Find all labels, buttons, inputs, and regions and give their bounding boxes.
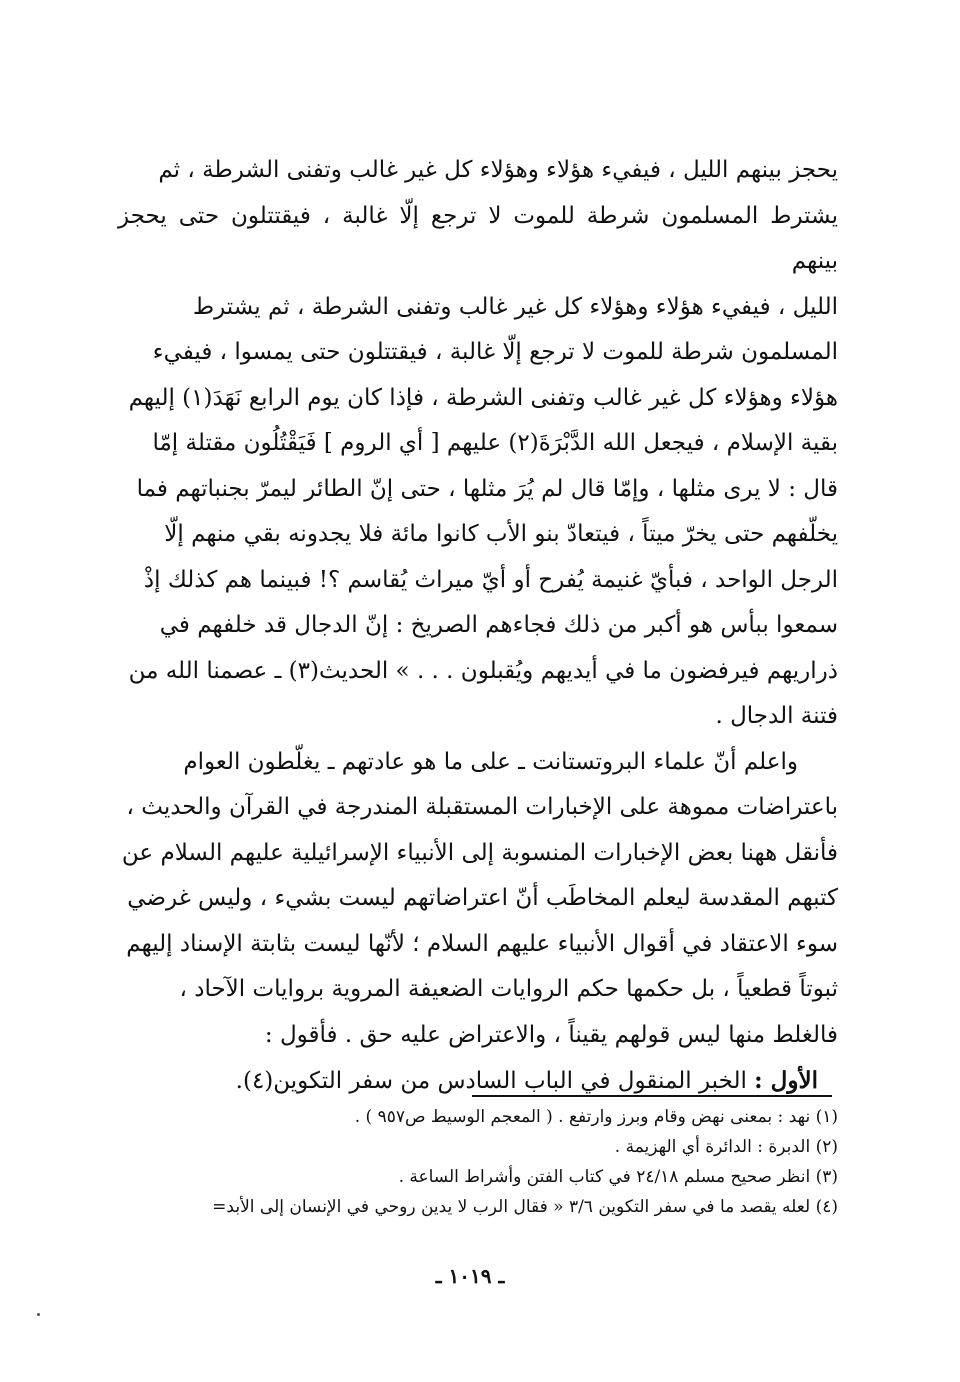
text-line: هؤلاء وهؤلاء كل غير غالب وتفنى الشرطة ، فإذا كان يوم الرابع نَهَدَ(١) إليهم [128, 384, 838, 411]
page-number: ـ ١٠١٩ ـ [435, 1264, 505, 1288]
paragraph-1 [118, 148, 838, 740]
section-heading [118, 1058, 838, 1105]
main-text [118, 148, 838, 1105]
text-line: كتبهم المقدسة ليعلم المخاطَب أنّ اعتراضاتهم ليست بشيء ، وليس غرضي [127, 885, 838, 911]
text-line: الليل ، فيفيء هؤلاء وهؤلاء كل غير غالب وتفنى الشرطة ، ثم يشترط [192, 293, 838, 320]
text-line: فالغلط منها ليس قولهم يقيناً ، والاعتراض عليه حق . فأقول : [264, 1021, 838, 1048]
text-line: فتنة الدجال . [715, 703, 838, 729]
text-line: سوء الاعتقاد في أقوال الأنبياء عليهم السلام ؛ لأنّها ليست بثابتة الإسناد إليهم [126, 930, 838, 957]
footnote-4: (٤) لعله يقصد ما في سفر التكوين ٣/٦ « فقال الرب لا يدين روحي في الإنسان إلى الأبد= [212, 1197, 838, 1217]
paragraph-2 [118, 740, 838, 1059]
text-line: يشترط المسلمون شرطة للموت لا ترجع إلّا غالبة ، فيقتتلون حتى يحجز بينهم [118, 202, 838, 274]
footnote-divider [472, 1095, 832, 1097]
text-line: ثبوتاً قطعياً ، بل حكمها حكم الروايات الضعيفة المروية بروايات الآحاد ، [179, 976, 838, 1002]
text-line: يحجز بينهم الليل ، فيفيء هؤلاء وهؤلاء كل غير غالب وتفنى الشرطة ، ثم [158, 157, 838, 183]
text-line: يخلّفهم حتى يخرّ ميتاً ، فيتعادّ بنو الأب كانوا مائة فلا يجدونه بقي منهم إلّا [164, 521, 838, 547]
heading-text: الخبر المنقول في الباب السادس من سفر التكوين(٤). [235, 1068, 747, 1094]
text-line: سمعوا ببأس هو أكبر من ذلك فجاءهم الصريخ : إنّ الدجال قد خلفهم في [159, 612, 838, 638]
text-line: فأنقل ههنا بعض الإخبارات المنسوبة إلى الأنبياء الإسرائيلية عليهم السلام عن [121, 839, 838, 866]
footnote-1: (١) نهد : بمعنى نهض وقام وبرز وارتفع . ( المعجم الوسيط ص٩٥٧ ) . [354, 1107, 838, 1127]
scan-speck [37, 1313, 40, 1316]
footnote-3: (٣) انظر صحيح مسلم ٢٤/١٨ في كتاب الفتن وأشراط الساعة . [398, 1167, 838, 1187]
text-line: قال : لا يرى مثلها ، وإمّا قال لم يُرَ مثلها ، حتى إنّ الطائر ليمرّ بجنباتهم فما [136, 475, 838, 502]
text-line: واعلم أنّ علماء البروتستانت ـ على ما هو عادتهم ـ يغلّطون العوام [183, 748, 798, 775]
footnotes [118, 1102, 838, 1222]
text-line: الرجل الواحد ، فبأيّ غنيمة يُفرح أو أيّ ميراث يُقاسم ؟! فبينما هم كذلك إذْ [143, 566, 838, 593]
text-line: ذراريهم فيرفضون ما في أيديهم ويُقبلون . . . » الحديث(٣) ـ عصمنا الله من [128, 657, 838, 684]
text-line: بقية الإسلام ، فيجعل الله الدَّبْرَةَ(٢) عليهم [ أي الروم ] فَيَقْتُلُون مقتلة إمّا [152, 430, 838, 456]
text-line: باعتراضات مموهة على الإخبارات المستقبلة المندرجة في القرآن والحديث ، [126, 794, 838, 820]
heading-label: الأول : [754, 1067, 818, 1094]
footnote-2: (٢) الدبرة : الدائرة أي الهزيمة . [614, 1137, 838, 1157]
text-line: المسلمون شرطة للموت لا ترجع إلّا غالبة ، فيقتتلون حتى يمسوا ، فيفيء [152, 339, 838, 365]
